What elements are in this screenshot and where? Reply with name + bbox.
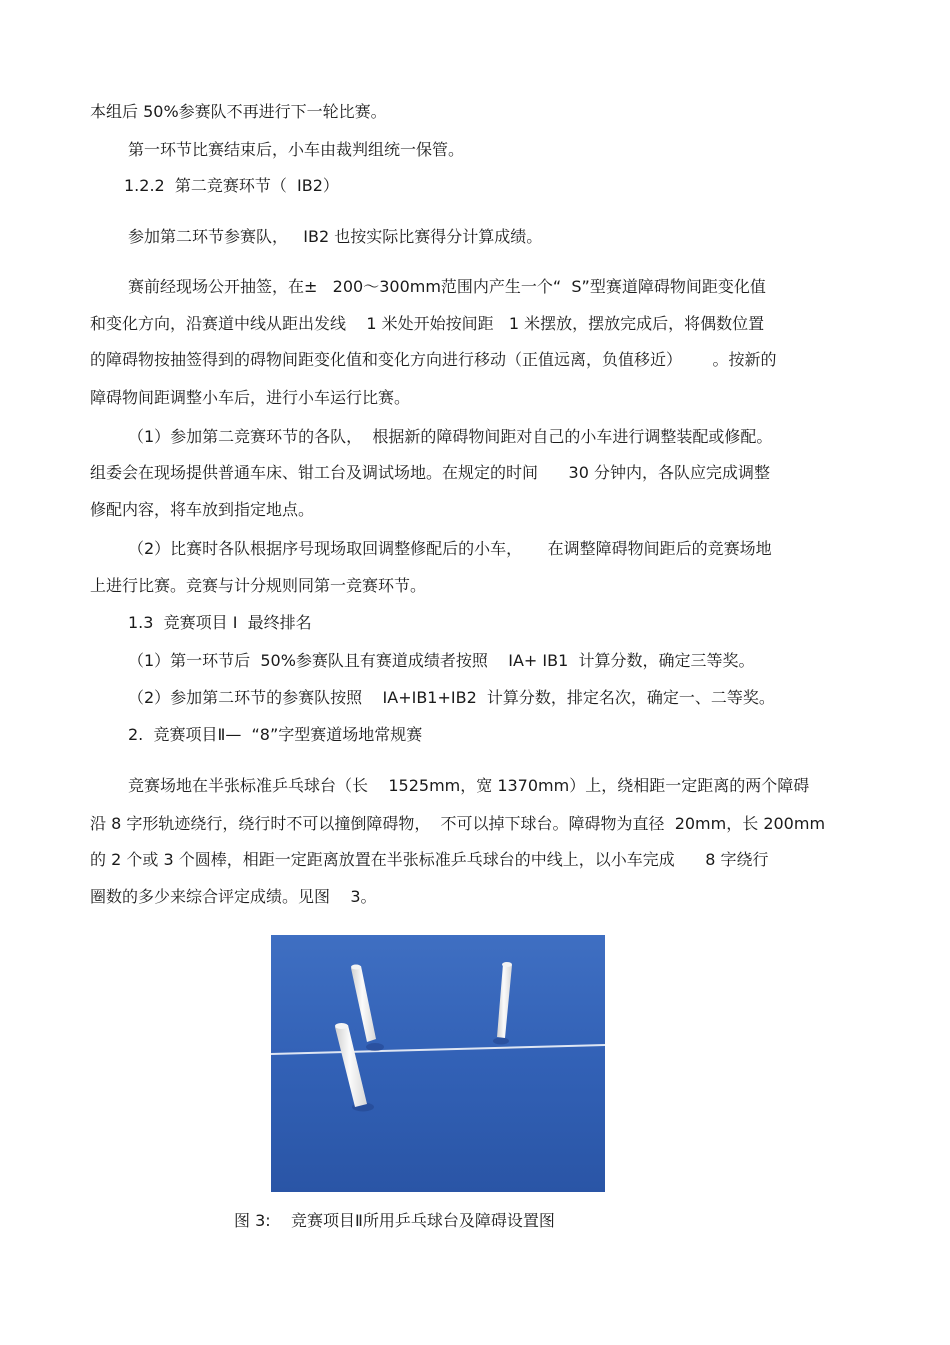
text-line: （2）参加第二环节的参赛队按照 IA+IB1+IB2 计算分数，排定名次，确定一、二等奖。: [128, 688, 775, 707]
text-line: 组委会在现场提供普通车床、钳工台及调试场地。在规定的时间 30 分钟内，各队应完成调整: [90, 463, 770, 482]
text-line: （1）参加第二竞赛环节的各队， 根据新的障碍物间距对自己的小车进行调整装配或修配。: [128, 427, 773, 446]
text-line: 的 2 个或 3 个圆棒，相距一定距离放置在半张标准乒乓球台的中线上，以小车完成 8 字绕行: [90, 850, 769, 869]
text-line: 沿 8 字形轨迹绕行，绕行时不可以撞倒障碍物， 不可以掉下球台。障碍物为直径 20mm，长 200mm: [90, 814, 826, 833]
text-line: 修配内容，将车放到指定地点。: [90, 500, 315, 519]
text-line: 和变化方向，沿赛道中线从距出发线 1 米处开始按间距 1 米摆放，摆放完成后，将偶数位置: [90, 314, 765, 333]
text-line: 赛前经现场公开抽签，在± 200～300mm范围内产生一个“ S”型赛道障碍物间距变化值: [128, 277, 766, 296]
text-line: 的障碍物按抽签得到的碍物间距变化值和变化方向进行移动（正值远离，负值移近） 。按新的: [90, 350, 777, 369]
text-line: 参加第二环节参赛队， IB2 也按实际比赛得分计算成绩。: [128, 227, 543, 246]
text-line: （2）比赛时各队根据序号现场取回调整修配后的小车， 在调整障碍物间距后的竞赛场地: [128, 539, 772, 558]
text-line: 第一环节比赛结束后，小车由裁判组统一保管。: [128, 140, 465, 159]
table-obstacles-photo: [271, 935, 605, 1192]
text-line: 障碍物间距调整小车后，进行小车运行比赛。: [90, 388, 411, 407]
figure-caption: 图 3: 竞赛项目Ⅱ所用乒乓球台及障碍设置图: [234, 1211, 555, 1230]
text-line: 竞赛场地在半张标准乒乓球台（长 1525mm，宽 1370mm）上，绕相距一定距离的两个障碍: [128, 776, 810, 795]
section-heading: 2. 竞赛项目Ⅱ— “8”字型赛道场地常规赛: [128, 725, 423, 744]
text-line: 本组后 50%参赛队不再进行下一轮比赛。: [90, 102, 387, 121]
section-heading: 1.2.2 第二竞赛环节（ IB2）: [124, 176, 339, 195]
text-line: （1）第一环节后 50%参赛队且有赛道成绩者按照 IA+ IB1 计算分数，确定三等奖。: [128, 651, 755, 670]
text-line: 圈数的多少来综合评定成绩。见图 3。: [90, 887, 377, 906]
section-heading: 1.3 竞赛项目 I 最终排名: [128, 613, 312, 632]
text-line: 上进行比赛。竞赛与计分规则同第一竞赛环节。: [90, 576, 427, 595]
